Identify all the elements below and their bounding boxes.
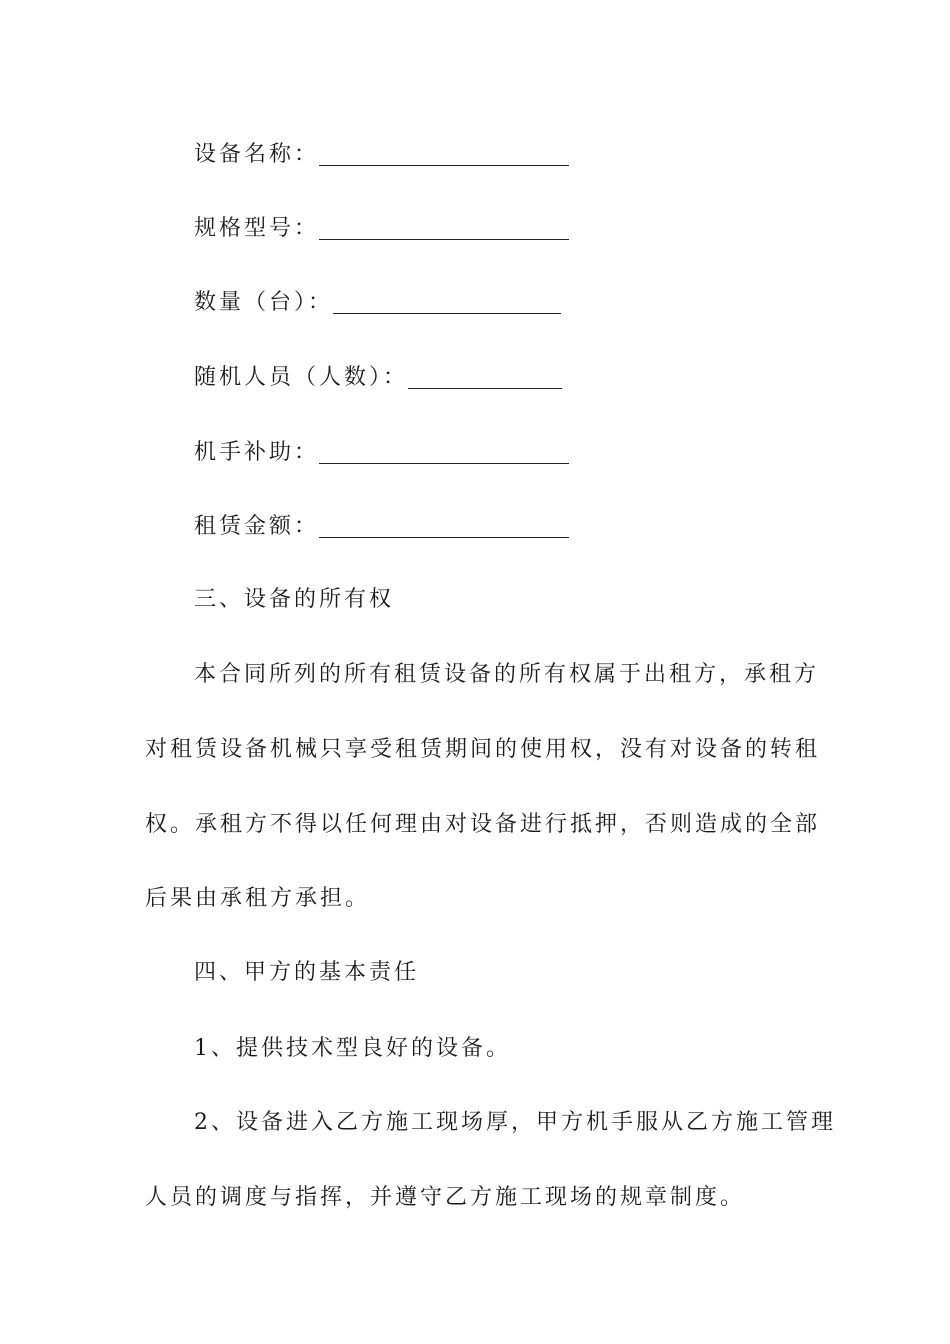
- paragraph-line: 对租赁设备机械只享受租赁期间的使用权，没有对设备的转租: [145, 737, 821, 762]
- field-rental-amount: [194, 506, 569, 542]
- blank-line: [319, 143, 569, 166]
- field-label: 设备名称：: [194, 142, 320, 167]
- blank-line: [319, 217, 569, 240]
- section-heading: 四、甲方的基本责任: [194, 960, 420, 985]
- blank-line: [333, 291, 561, 314]
- blank-line: [319, 441, 569, 464]
- paragraph-line: 权。承租方不得以任何理由对设备进行抵押，否则造成的全部: [145, 812, 821, 837]
- field-label: 数量（台）：: [194, 290, 334, 315]
- field-spec-model: [194, 208, 569, 244]
- field-label: 规格型号：: [194, 216, 320, 241]
- blank-line: [319, 515, 569, 538]
- field-label: 随机人员（人数）：: [194, 365, 409, 390]
- field-label: 机手补助：: [194, 440, 320, 465]
- paragraph-line: 后果由承租方承担。: [145, 886, 371, 911]
- field-label: 租赁金额：: [194, 514, 320, 539]
- paragraph-line: 本合同所列的所有租赁设备的所有权属于出租方，承租方: [194, 662, 820, 687]
- field-quantity: [194, 282, 561, 318]
- list-item-continuation: 人员的调度与指挥，并遵守乙方施工现场的规章制度。: [145, 1185, 746, 1210]
- section-heading: 三、设备的所有权: [194, 587, 395, 612]
- blank-line: [408, 366, 562, 389]
- field-equipment-name: [194, 134, 569, 170]
- list-item: 2、设备进入乙方施工现场厚，甲方机手服从乙方施工管理: [194, 1110, 836, 1135]
- field-staff-count: [194, 357, 562, 393]
- field-operator-subsidy: [194, 432, 569, 468]
- list-item: 1、提供技术型良好的设备。: [194, 1036, 511, 1061]
